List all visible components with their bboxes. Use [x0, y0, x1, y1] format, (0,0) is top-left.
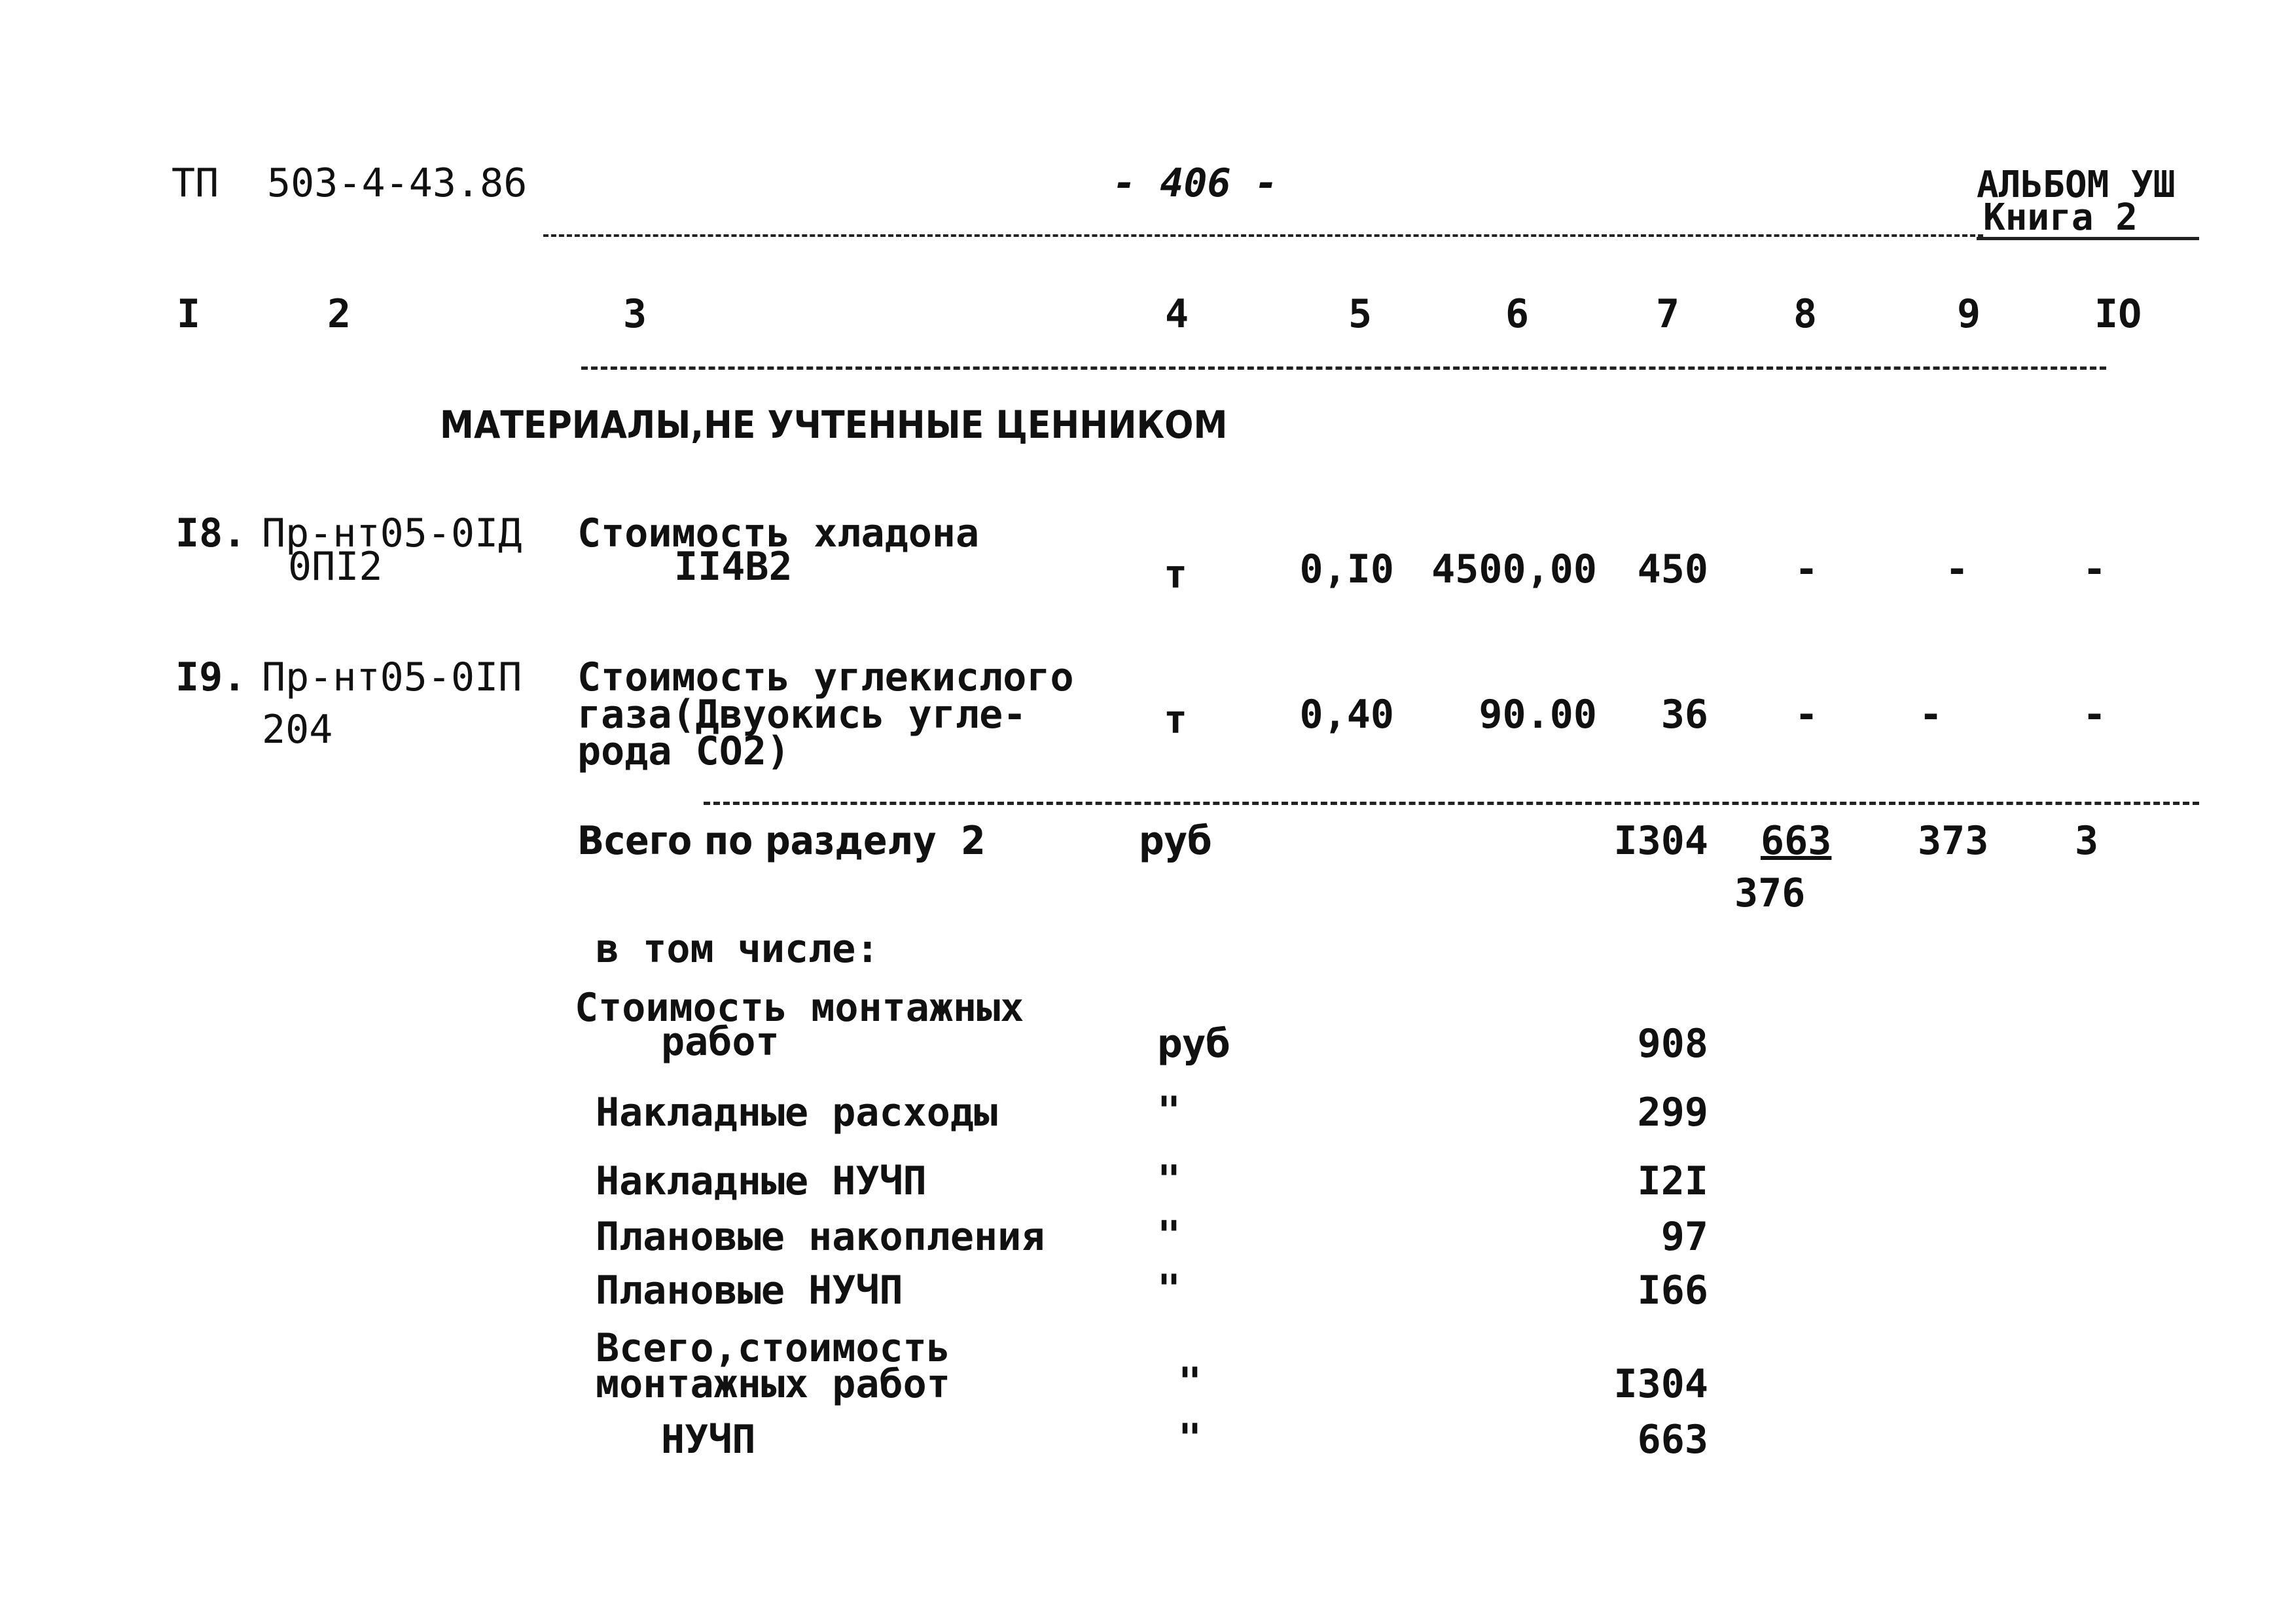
column-number-10: IO — [2094, 291, 2142, 337]
breakdown-label: Всего,стоимость — [596, 1325, 950, 1371]
column-number-7: 7 — [1656, 291, 1680, 337]
section-total-unit: руб — [1139, 818, 1212, 864]
breakdown-value: 299 — [1637, 1090, 1708, 1135]
breakdown-unit: " — [1178, 1359, 1202, 1405]
column-number-5: 5 — [1348, 291, 1372, 337]
section-total-label: Всего по разделу 2 — [577, 818, 986, 864]
breakdown-unit: " — [1157, 1213, 1181, 1258]
column-number-6: 6 — [1505, 291, 1530, 337]
breakdown-unit: " — [1157, 1088, 1181, 1134]
column-number-4: 4 — [1165, 291, 1189, 337]
row-col8: - — [1794, 546, 1819, 592]
row-col8: - — [1794, 692, 1819, 738]
breakdown-label: Стоимость монтажных — [575, 985, 1024, 1031]
row-unit: т — [1164, 552, 1188, 597]
column-number-1: I — [177, 291, 201, 337]
row-quantity: 0,I0 — [1299, 546, 1394, 592]
column-number-9: 9 — [1957, 291, 1981, 337]
row-col10: - — [2082, 546, 2107, 592]
book-label: Книга 2 — [1983, 196, 2138, 239]
section-total-col10: 3 — [2075, 818, 2099, 864]
row-number: I9. — [175, 654, 247, 700]
row-price: 4500,00 — [1431, 546, 1597, 592]
page-number: - 406 - — [1113, 160, 1278, 206]
section-title: МАТЕРИАЛЫ,НЕ УЧТЕННЫЕ ЦЕННИКОМ — [440, 402, 1228, 447]
row-price: 90.00 — [1479, 692, 1597, 738]
breakdown-value: I66 — [1637, 1268, 1708, 1313]
row-name: Стоимость углекислого — [577, 654, 1074, 700]
breakdown-label-line2: работ — [661, 1019, 780, 1065]
breakdown-unit: " — [1157, 1266, 1181, 1312]
breakdown-unit: " — [1178, 1416, 1202, 1461]
section-total-col8-bottom: 376 — [1734, 870, 1806, 916]
row-total: 450 — [1637, 546, 1708, 592]
header-rule-dashed — [543, 234, 1983, 237]
column-number-3: 3 — [623, 291, 647, 337]
row-total: 36 — [1660, 692, 1708, 738]
column-header-rule — [581, 366, 2106, 370]
document-number: 503-4-43.86 — [267, 160, 528, 206]
row-code-line2: 204 — [262, 707, 333, 753]
row-code: Пр-нт05-0IД — [262, 510, 522, 556]
document-prefix: ТП — [171, 160, 219, 206]
row-unit: т — [1164, 697, 1188, 743]
breakdown-label: Накладные НУЧП — [596, 1158, 927, 1204]
row-name-line2: II4B2 — [674, 544, 793, 590]
breakdown-label: НУЧП — [661, 1417, 756, 1463]
row-col10: - — [2082, 692, 2107, 738]
breakdown-unit: руб — [1157, 1021, 1230, 1067]
row-quantity: 0,40 — [1299, 692, 1394, 738]
row-col9: - — [1918, 692, 1943, 738]
breakdown-label: Накладные расходы — [596, 1090, 998, 1135]
breakdown-value: I304 — [1613, 1361, 1708, 1407]
section-total-col9: 373 — [1918, 818, 1989, 864]
column-number-2: 2 — [327, 291, 351, 337]
column-number-8: 8 — [1793, 291, 1818, 337]
album-label: АЛЬБОМ УШ — [1977, 164, 2176, 206]
header-rule-solid — [1977, 237, 2199, 240]
row-number: I8. — [175, 510, 247, 556]
breakdown-value: 97 — [1660, 1214, 1708, 1260]
row-col9: - — [1945, 546, 1969, 592]
breakdown-label: Плановые НУЧП — [596, 1268, 903, 1313]
row-code-line2: 0ПI2 — [288, 544, 383, 590]
section-total-value: I304 — [1613, 818, 1708, 864]
breakdown-value: 908 — [1637, 1021, 1708, 1067]
row-name: Стоимость хладона — [577, 510, 980, 556]
row-name-line3: рода СО2) — [577, 728, 791, 774]
section-total-rule — [704, 802, 2199, 805]
breakdown-heading: в том числе: — [596, 926, 880, 972]
section-total-col8-top: 663 — [1761, 818, 1832, 864]
row-code: Пр-нт05-0IП — [262, 654, 522, 700]
breakdown-value: I2I — [1637, 1158, 1708, 1204]
breakdown-unit: " — [1157, 1157, 1181, 1203]
breakdown-label: Плановые накопления — [596, 1214, 1045, 1260]
breakdown-label-line2: монтажных работ — [596, 1361, 950, 1407]
breakdown-value: 663 — [1637, 1417, 1708, 1463]
row-name-line2: газа(Двуокись угле- — [577, 692, 1027, 738]
